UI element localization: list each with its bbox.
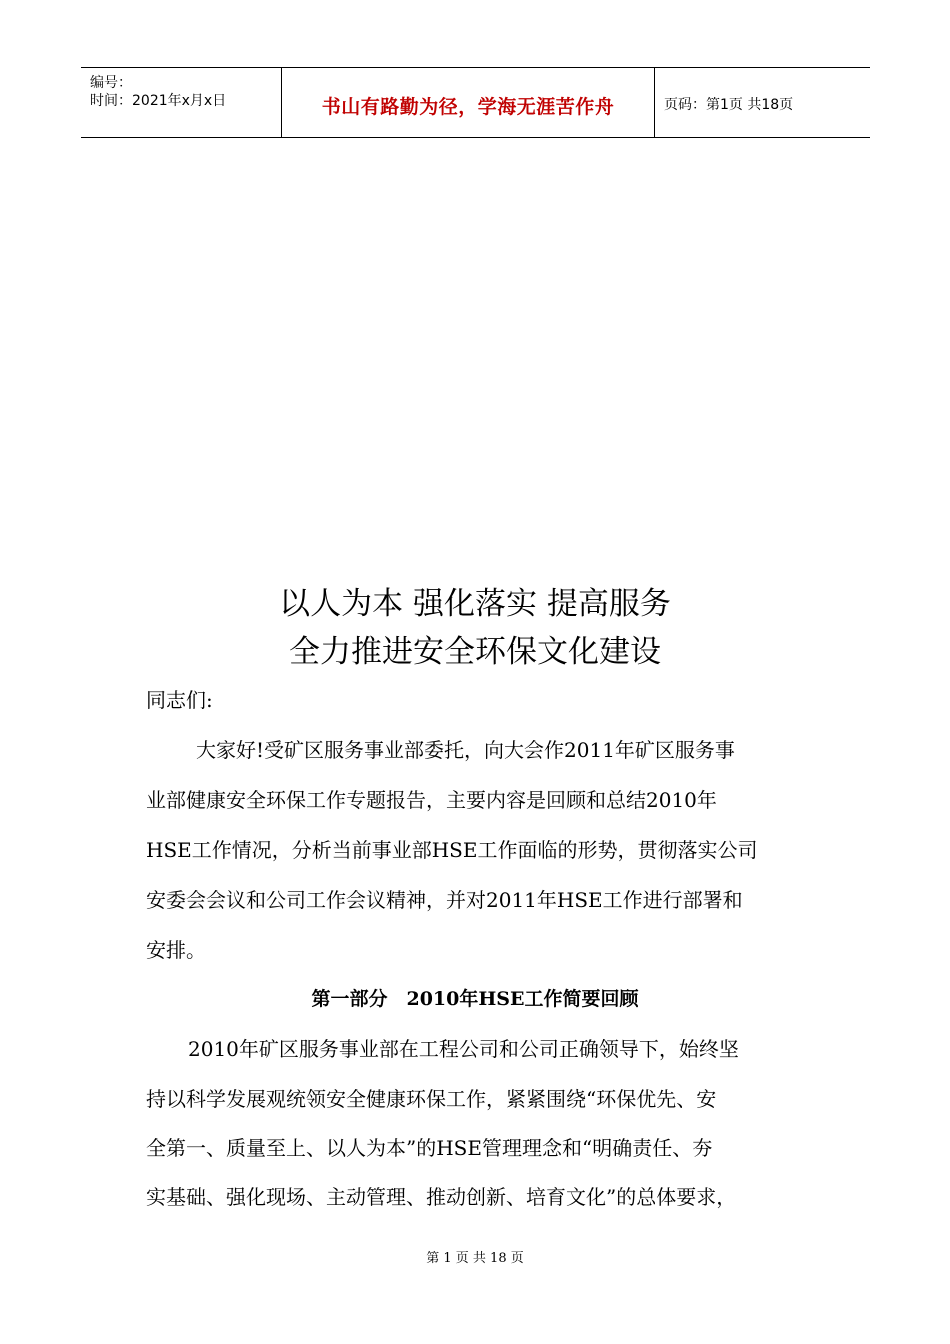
header-motto: 书山有路勤为径，学海无涯苦作舟 — [321, 96, 615, 118]
paragraph-line: 持以科学发展观统领安全健康环保工作，紧紧围绕“环保优先、安 — [146, 1087, 717, 1111]
paragraph-line: 2010年矿区服务事业部在工程公司和公司正确领导下，始终坚 — [188, 1037, 739, 1061]
header-page-cell — [654, 68, 870, 137]
paragraph-line: 全第一、质量至上、以人为本”的HSE管理理念和“明确责任、夯 — [146, 1136, 713, 1160]
header-info-cell — [81, 68, 281, 137]
paragraph-line: 安排。 — [146, 938, 206, 962]
paragraph-line: 安委会会议和公司工作会议精神，并对2011年HSE工作进行部署和 — [146, 888, 743, 912]
salutation: 同志们: — [146, 688, 213, 712]
paragraph-line: HSE工作情况，分析当前事业部HSE工作面临的形势，贯彻落实公司 — [146, 838, 758, 862]
header-motto-cell — [281, 68, 655, 137]
header-table — [81, 67, 870, 138]
document-number-label: 编号： — [90, 75, 132, 91]
document-title-line2: 全力推进安全环保文化建设 — [289, 634, 661, 670]
paragraph-line: 大家好!受矿区服务事业部委托，向大会作2011年矿区服务事 — [196, 738, 735, 762]
header-page-info: 页码：第1页 共18页 — [664, 97, 794, 113]
document-date-label: 时间：2021年x月x日 — [90, 93, 227, 109]
paragraph-line: 业部健康安全环保工作专题报告，主要内容是回顾和总结2010年 — [146, 788, 717, 812]
document-title-line1: 以人为本 强化落实 提高服务 — [279, 586, 671, 622]
paragraph-line: 实基础、强化现场、主动管理、推动创新、培育文化”的总体要求， — [146, 1185, 737, 1209]
section-heading: 第一部分 2010年HSE工作简要回顾 — [311, 988, 639, 1010]
page-footer: 第 1 页 共 18 页 — [426, 1251, 524, 1266]
